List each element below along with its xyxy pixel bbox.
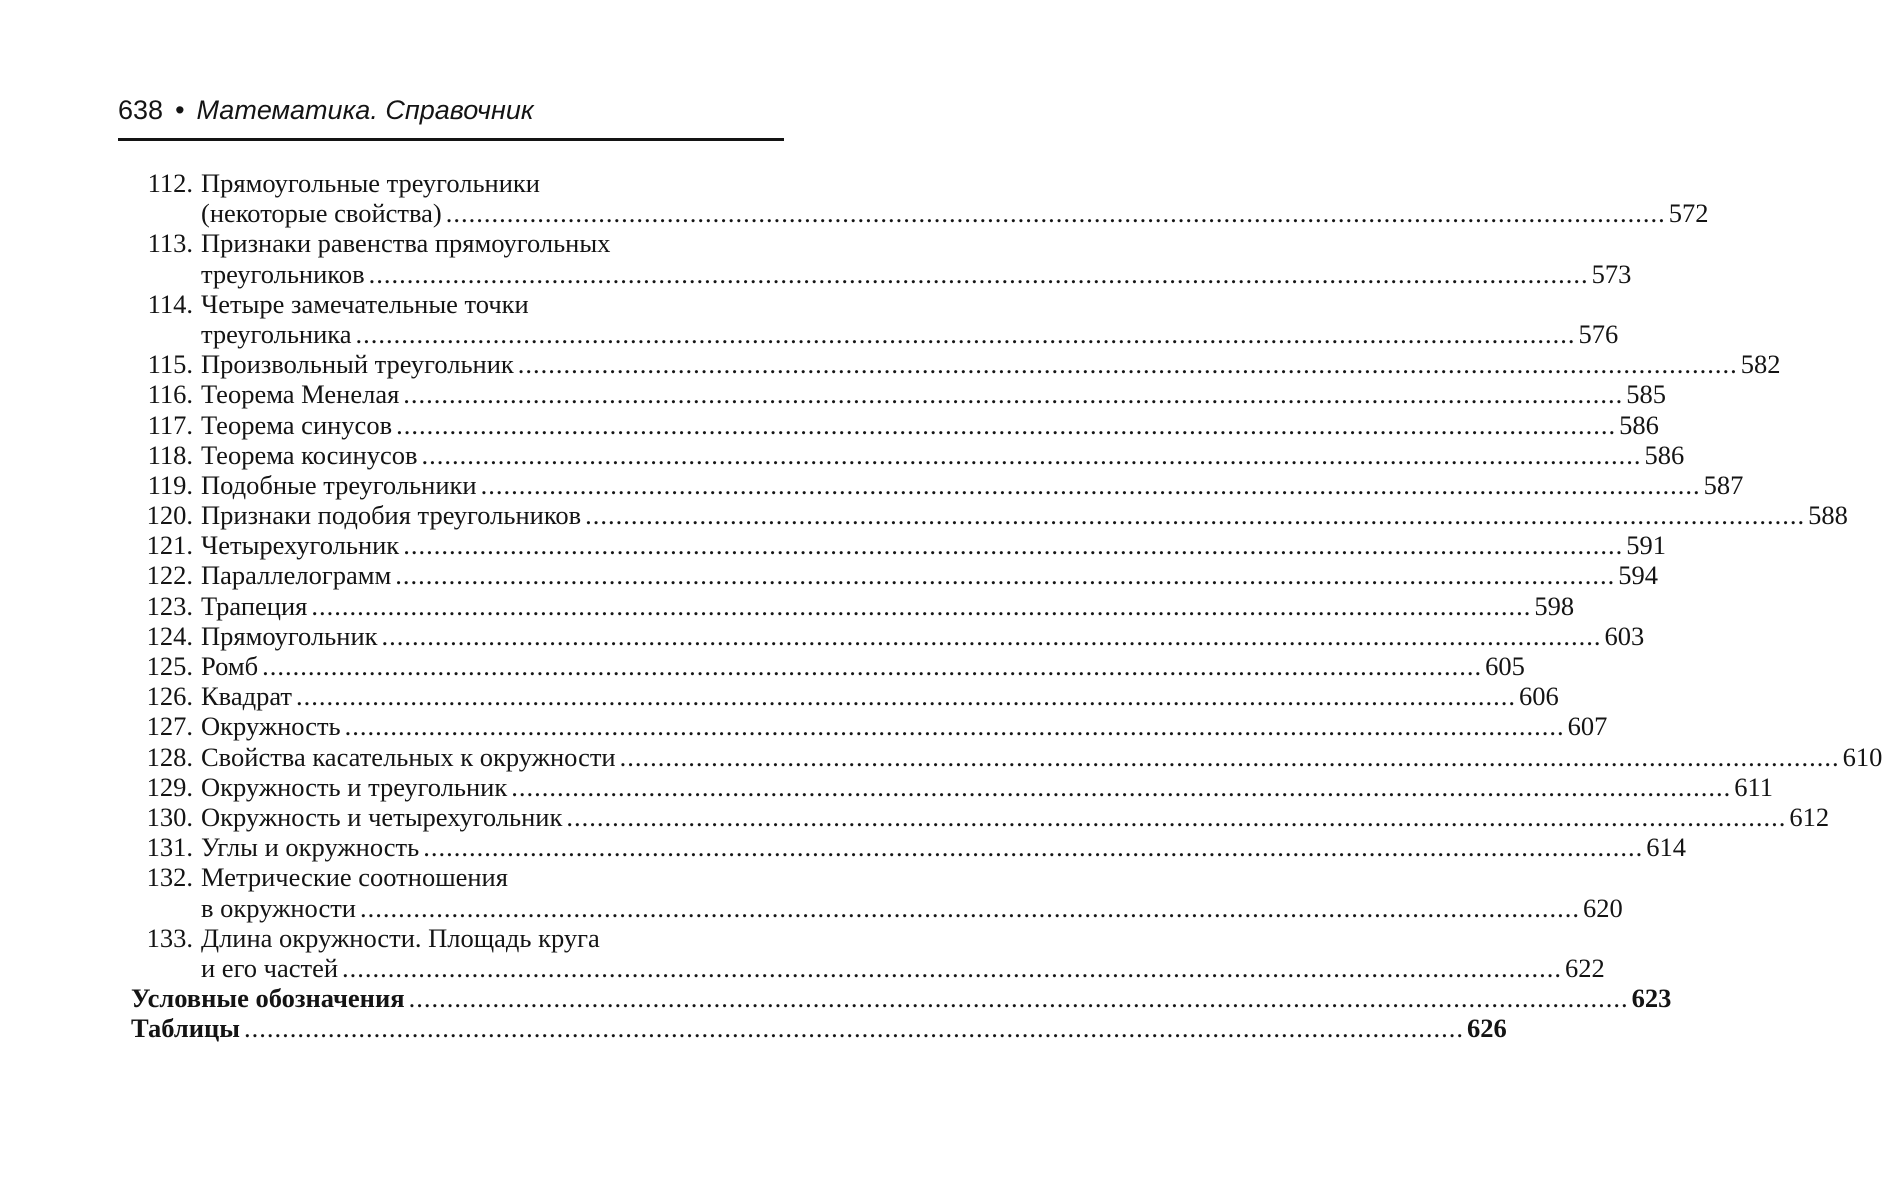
toc-entry-title: Трапеция (201, 590, 308, 621)
toc-entry-title: Окружность и четырехугольник (201, 801, 563, 832)
toc-entry-line (201, 168, 540, 198)
toc-entry-number: 127. (146, 711, 193, 742)
toc-entry-title: Углы и окружность (201, 832, 420, 863)
toc-row[interactable] (0, 469, 1744, 500)
dot-leader: ................................................................................................................................................................ (423, 832, 1644, 863)
toc-entry-line (201, 862, 508, 892)
toc-page-number: 586 (1619, 409, 1659, 440)
dot-leader: ................................................................................................................................................................ (445, 198, 1666, 229)
toc-entry-line (201, 681, 1559, 712)
toc-row[interactable] (0, 923, 900, 953)
toc-page-number: 586 (1644, 439, 1685, 470)
toc-entry-line (201, 318, 1619, 349)
header-page-number: 638 (118, 95, 164, 125)
dot-leader: ................................................................................................................................................................ (480, 469, 1701, 500)
toc-entry-line (201, 500, 1848, 531)
toc-entry-line (201, 289, 529, 319)
toc-row[interactable] (0, 681, 1559, 712)
dot-leader: ................................................................................................................................................................ (368, 258, 1589, 289)
toc-entry-title: Четырехугольник (201, 530, 400, 561)
toc-page-number: 603 (1604, 620, 1645, 651)
header-bullet: • (175, 95, 185, 125)
toc-entry-number: 129. (146, 771, 193, 802)
toc-entry-number: 115. (147, 349, 193, 380)
toc-page-number: 610 (1842, 741, 1882, 772)
toc-row[interactable] (0, 409, 1659, 440)
dot-leader: ................................................................................................................................................................ (344, 711, 1565, 742)
dot-leader: ................................................................................................................................................................ (311, 590, 1532, 621)
toc-entry-title: треугольников (201, 258, 365, 289)
toc-page-number: 587 (1703, 469, 1744, 500)
toc-entry-line (201, 771, 1774, 802)
toc-entry-line (201, 801, 1830, 832)
toc-row[interactable] (0, 198, 1709, 229)
dot-leader: ................................................................................................................................................................ (381, 620, 1602, 651)
toc-page-number: 622 (1565, 952, 1605, 983)
toc-row[interactable] (0, 318, 1619, 349)
toc-row[interactable] (0, 560, 1658, 591)
toc-entry-title: Подобные треугольники (201, 469, 477, 500)
toc-entry-number: 116. (147, 379, 193, 410)
toc-entry-line (201, 651, 1525, 681)
toc-entry-line (201, 530, 1666, 561)
dot-leader: ................................................................................................................................................................ (296, 681, 1516, 712)
toc-entry-title: Окружность (201, 711, 341, 742)
toc-row[interactable] (0, 168, 900, 198)
toc-page-number: 620 (1583, 892, 1623, 923)
toc-entry-number: 114. (147, 288, 193, 319)
toc-entry-line (201, 379, 1667, 410)
toc-entry-number: 117. (147, 409, 193, 440)
toc-entry-title: Окружность и треугольник (201, 771, 508, 802)
toc-entry-title: Длина окружности. Площадь круга (201, 922, 600, 953)
toc-entry-number: 120. (146, 500, 193, 531)
toc-entry-title: Четыре замечательные точки (201, 288, 529, 319)
toc-entry-title: Теорема синусов (201, 409, 393, 440)
toc-entry-title: треугольника (201, 318, 352, 349)
toc-entry-line (201, 349, 1781, 380)
toc-entry-title: Квадрат (201, 681, 292, 712)
toc-row[interactable] (0, 530, 1666, 561)
toc-entry-title: Метрические соотношения (201, 862, 508, 893)
toc-entry-title: Таблицы (131, 1013, 240, 1044)
dot-leader: ................................................................................................................................................................ (243, 1013, 1464, 1044)
toc-entry-line (201, 832, 1686, 863)
header-rule (118, 138, 784, 141)
dot-leader: ................................................................................................................................................................ (262, 651, 1483, 681)
toc-page-number: 591 (1626, 530, 1666, 561)
toc-row[interactable] (0, 349, 1781, 380)
toc-page-number: 611 (1734, 771, 1774, 802)
toc-entry-line (201, 892, 1623, 923)
toc-entry-number: 122. (146, 560, 193, 591)
toc-entry-title: Условные обозначения (131, 983, 405, 1014)
toc-entry-title: Произвольный треугольник (201, 349, 514, 380)
toc-entry-title: в окружности (201, 892, 356, 923)
toc-entry-title: Признаки подобия треугольников (201, 500, 582, 531)
toc-entry-number: 131. (146, 832, 193, 863)
toc-row[interactable] (0, 952, 1605, 983)
toc-entry-title: Свойства касательных к окружности (201, 741, 616, 772)
dot-leader: ................................................................................................................................................................ (566, 801, 1787, 832)
toc-entry-line (201, 409, 1659, 440)
toc-entry-line (201, 923, 600, 953)
toc-entry-line (131, 983, 1672, 1014)
toc-row[interactable] (0, 651, 1525, 681)
toc-entry-title: и его частей (201, 952, 339, 983)
dot-leader: ................................................................................................................................................................ (517, 349, 1738, 380)
toc-row[interactable] (0, 620, 1645, 651)
toc-entry-title: Теорема Менелая (201, 379, 400, 410)
toc-entry-number: 118. (147, 439, 193, 470)
toc-row[interactable] (0, 862, 900, 892)
toc-page-number: 573 (1591, 258, 1632, 289)
toc-entry-title: (некоторые свойства) (201, 198, 442, 229)
toc-entry-line (201, 228, 610, 258)
toc-entry-line (201, 560, 1658, 591)
toc-row[interactable] (0, 590, 1575, 621)
header-book-title: Математика. Справочник (196, 95, 534, 125)
toc-entry-number: 112. (147, 168, 193, 198)
toc-row[interactable] (0, 832, 1686, 863)
toc-entry-number: 126. (146, 681, 193, 712)
toc-entry-line (131, 1013, 1507, 1044)
toc-entry-number: 128. (146, 741, 193, 772)
toc-entry-number: 124. (146, 620, 193, 651)
toc-row[interactable] (0, 439, 1685, 470)
dot-leader: ................................................................................................................................................................ (511, 771, 1732, 802)
toc-page-number: 594 (1618, 560, 1658, 591)
toc-page-number: 572 (1668, 198, 1709, 229)
toc-entry-title: Прямоугольник (201, 620, 378, 651)
toc-row[interactable] (0, 892, 1623, 923)
dot-leader: ................................................................................................................................................................ (403, 379, 1624, 410)
toc-entry-number: 123. (146, 590, 193, 621)
toc-row[interactable] (0, 289, 900, 319)
toc-page-number: 623 (1631, 983, 1672, 1014)
dot-leader: ................................................................................................................................................................ (360, 892, 1580, 923)
toc-entry-title: Теорема косинусов (201, 439, 418, 470)
toc-entry-title: Ромб (201, 651, 259, 681)
running-head (118, 90, 534, 130)
toc-row[interactable] (0, 228, 900, 258)
toc-row[interactable] (0, 801, 1830, 832)
toc-entry-line (201, 741, 1882, 772)
toc-entry-line (201, 952, 1605, 983)
toc-page-number: 614 (1646, 832, 1686, 863)
toc-page-number: 585 (1626, 379, 1667, 410)
toc-page-number: 607 (1567, 711, 1608, 742)
toc-row[interactable] (0, 379, 1667, 410)
toc-page-number: 612 (1789, 801, 1830, 832)
dot-leader: ................................................................................................................................................................ (585, 500, 1806, 531)
toc-row[interactable] (0, 741, 1882, 772)
toc-entry-number: 132. (146, 862, 193, 893)
toc-entry-line (201, 439, 1685, 470)
toc-entry-number: 121. (146, 530, 193, 561)
toc-page-number: 582 (1740, 349, 1781, 380)
toc-row[interactable] (0, 500, 1848, 531)
toc-entry-title: Прямоугольные треугольники (201, 168, 540, 198)
toc-page-number: 606 (1519, 681, 1559, 712)
toc-row[interactable] (0, 258, 1632, 289)
toc-entry-line (201, 711, 1608, 742)
dot-leader: ................................................................................................................................................................ (355, 318, 1576, 349)
table-of-contents (0, 168, 1882, 1044)
toc-row[interactable] (0, 711, 1608, 742)
toc-entry-number: 119. (147, 469, 193, 500)
toc-entry-line (201, 469, 1744, 500)
toc-entry-line (201, 258, 1632, 289)
toc-entry-number: 125. (146, 651, 193, 681)
toc-row-unnumbered[interactable] (0, 983, 1672, 1014)
toc-row[interactable] (0, 771, 1774, 802)
dot-leader: ................................................................................................................................................................ (342, 952, 1563, 983)
toc-page-number: 605 (1485, 651, 1525, 681)
toc-page-number: 598 (1534, 590, 1575, 621)
toc-entry-line (201, 590, 1575, 621)
toc-entry-number: 113. (147, 228, 193, 259)
toc-entry-title: Признаки равенства прямоугольных (201, 228, 611, 259)
toc-entry-number: 130. (146, 801, 193, 832)
toc-page-number: 576 (1578, 318, 1619, 349)
toc-entry-line (201, 198, 1709, 229)
dot-leader: ................................................................................................................................................................ (403, 530, 1624, 561)
toc-page-number: 626 (1466, 1013, 1507, 1044)
toc-entry-number: 133. (146, 922, 193, 953)
dot-leader: ................................................................................................................................................................ (408, 983, 1629, 1014)
toc-row-unnumbered[interactable] (0, 1013, 1507, 1044)
dot-leader: ................................................................................................................................................................ (421, 439, 1642, 470)
dot-leader: ................................................................................................................................................................ (619, 741, 1840, 772)
toc-entry-title: Параллелограмм (201, 560, 392, 591)
toc-entry-line (201, 620, 1645, 651)
toc-page-number: 588 (1808, 500, 1848, 531)
dot-leader: ................................................................................................................................................................ (396, 409, 1617, 440)
dot-leader: ................................................................................................................................................................ (395, 560, 1616, 591)
